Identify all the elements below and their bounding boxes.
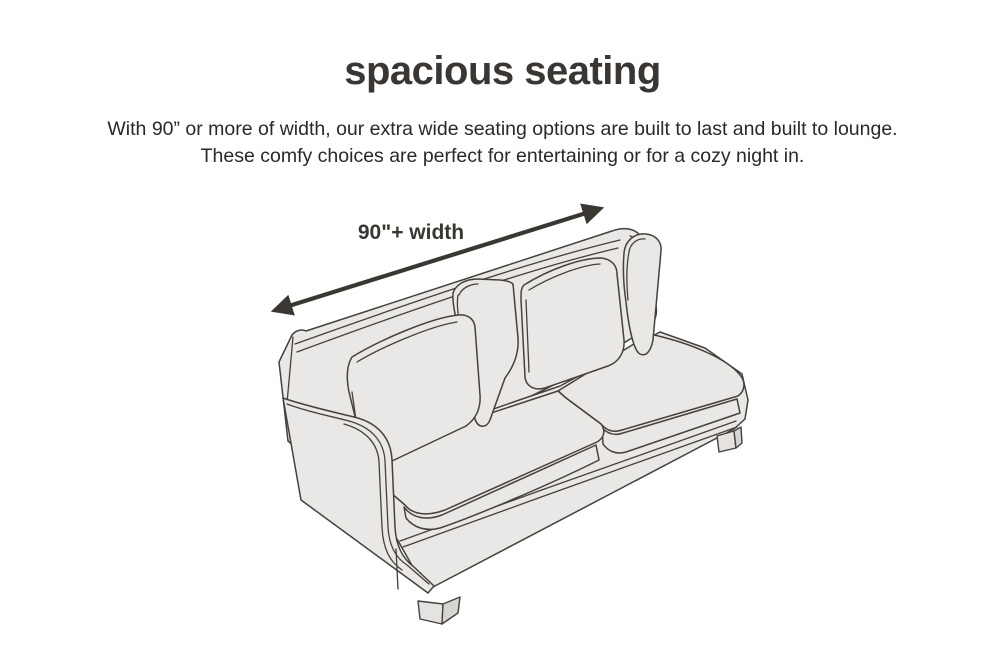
foot-front-face (418, 601, 443, 624)
tagline-line-2: These comfy choices are perfect for entertaining or for a cozy night in. (200, 145, 805, 167)
foot-front-side (442, 597, 460, 624)
page-title: spacious seating (344, 49, 661, 93)
tagline-line-1: With 90” or more of width, our extra wide seating options are built to last and built to lounge. (107, 118, 898, 140)
width-dimension-label: 90"+ width (357, 221, 465, 244)
foot-right-side (734, 427, 742, 448)
